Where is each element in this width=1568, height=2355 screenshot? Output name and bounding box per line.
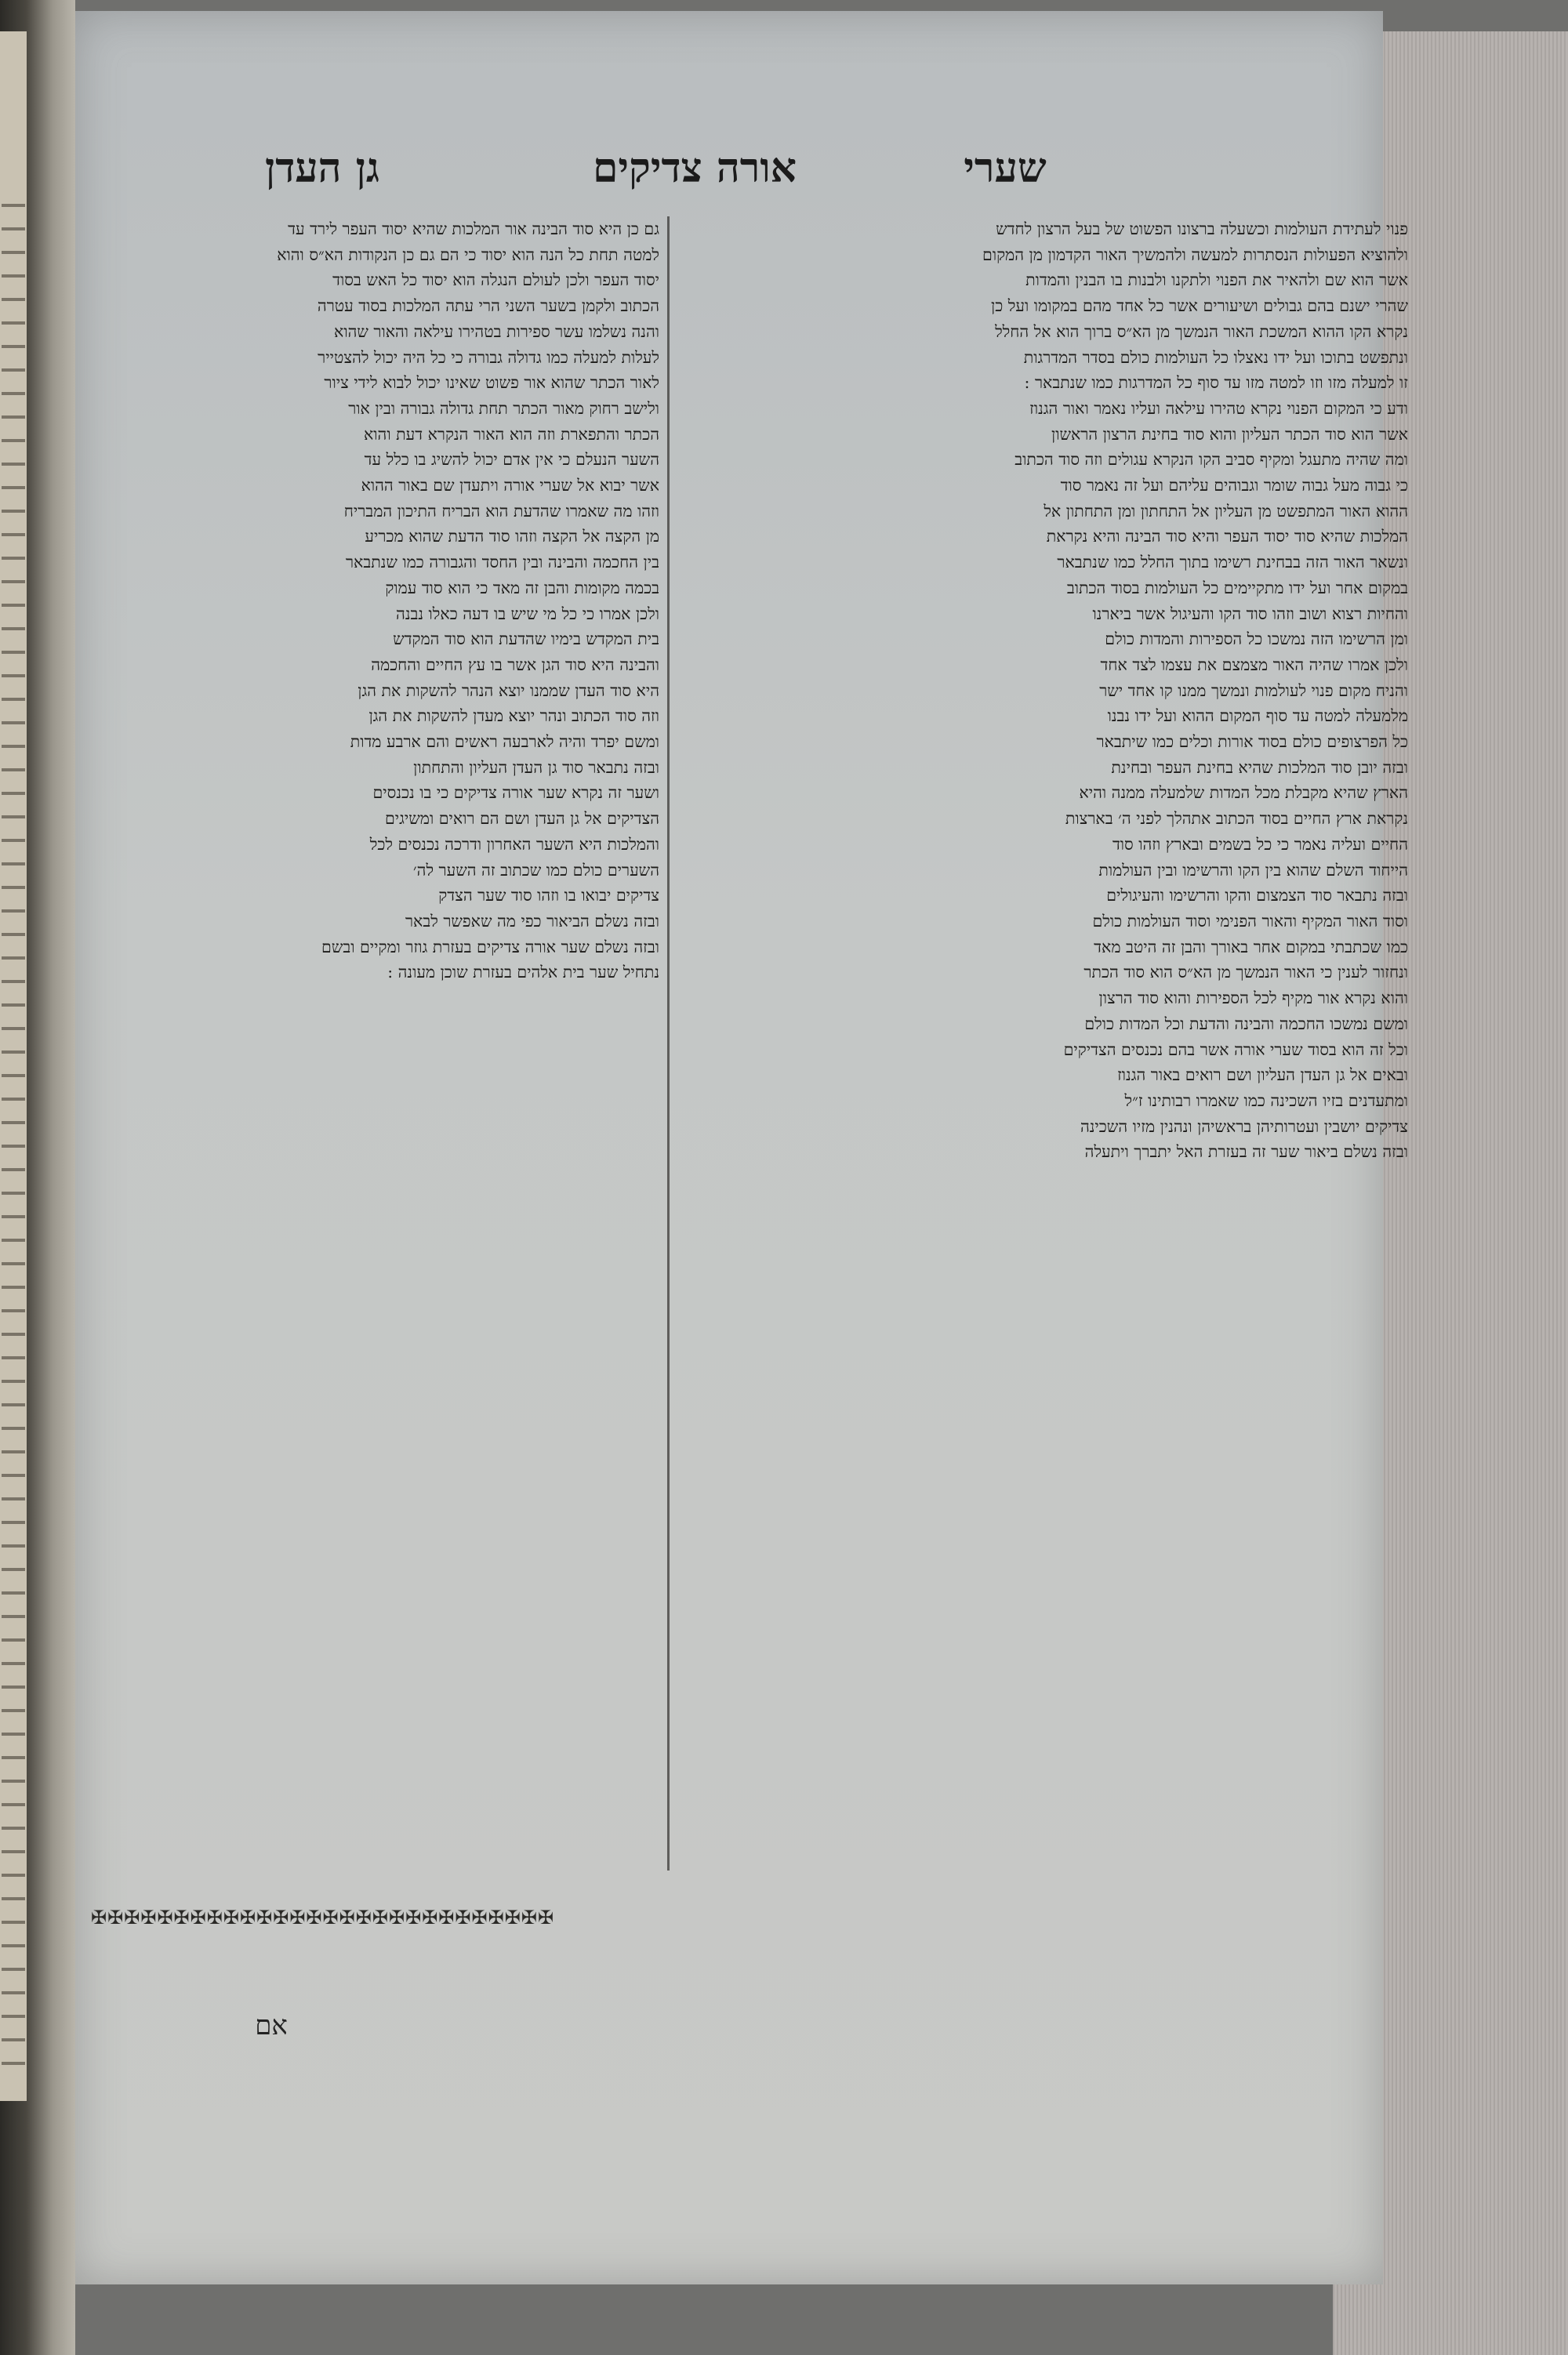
text-line: ומן הרשימו הזה נמשכו כל הספירות והמדות כולם <box>1105 630 1408 649</box>
text-line: צדיקים יושבין ועטרותיהן בראשיהן ונהנין מזיו השכינה <box>1080 1116 1408 1136</box>
text-line: ולישב רחוק מאור הכתר תחת גדולה גבורה ובין אור <box>348 398 659 418</box>
text-line: ובזה יובן סוד המלכות שהיא בחינת העפר ובחינת <box>1111 757 1408 777</box>
text-line: ולכן אמרו כי כל מי שיש בו דעה כאלו נבנה <box>396 604 659 623</box>
book-page <box>75 11 1408 2284</box>
text-line: והחיות רצוא ושוב וזהו סוד הקו והעיגול אשר ביארנו <box>1092 604 1408 623</box>
text-line: ומה שהיה מתעגל ומקיף סביב הקו הנקרא עגולים וזה סוד הכתוב <box>1014 450 1408 470</box>
text-line: הייחוד השלם שהוא בין הקו והרשימו ובין העולמות <box>1098 860 1408 880</box>
running-header-center: אורה צדיקים <box>592 144 797 192</box>
text-line: נקרא הקו ההוא המשכת האור הנמשך מן הא״ס ברוך הוא אל החלל <box>995 321 1408 341</box>
text-line: ובזה נתבאר סוד הצמצום והקו והרשימו והעיגולים <box>1106 886 1408 905</box>
text-line: גם כן היא סוד הבינה אור המלכות שהיא יסוד העפר לירד עד <box>288 220 659 238</box>
text-line: ושער זה נקרא שער אורה צדיקים כי בו נכנסים <box>372 783 659 803</box>
text-line: הכתר והתפארת וזה הוא האור הנקרא דעת והוא <box>364 424 659 444</box>
text-line: וכל זה הוא בסוד שערי אורה אשר בהם נכנסים הצדיקים <box>1063 1040 1408 1059</box>
text-line: והמלכות היא השער האחרון ודרכה נכנסים לכל <box>369 834 659 854</box>
text-line: שהרי ישנם בהם גבולים ושיעורים אשר כל אחד מהם במקומו ועל כן <box>991 296 1408 316</box>
text-line: אשר יבוא אל שערי אורה ויתעדן שם באור ההוא <box>361 476 659 495</box>
text-column-left <box>83 216 659 1745</box>
text-line: ומשם יפרד והיה לארבעה ראשים והם ארבע מדות <box>350 732 659 752</box>
text-line: צדיקים יבואו בו וזהו סוד שער הצדק <box>438 886 659 905</box>
running-header-left: גן העדן <box>264 144 380 192</box>
text-line: מלמעלה למטה עד סוף המקום ההוא ועל ידו נבנו <box>1107 706 1408 726</box>
text-line: הכתוב ולקמן בשער השני הרי עתה המלכות בסוד עטרה <box>317 296 659 316</box>
text-line: מן הקצה אל הקצה וזהו סוד הדעת שהוא מכריע <box>365 527 659 546</box>
text-line: כמו שכתבתי במקום אחר באורך והבן זה היטב מאד <box>1094 937 1408 956</box>
text-line: וסוד האור המקיף והאור הפנימי וסוד העולמות כולם <box>1092 911 1408 931</box>
text-line: ובזה נשלם ביאור שער זה בעזרת האל יתברך ויתעלה <box>1084 1142 1408 1162</box>
text-line: הארץ שהיא מקבלת מכל המדות שלמעלה ממנה והיא <box>1079 783 1408 803</box>
text-line: יסוד העפר ולכן לעולם הנגלה הוא יסוד כל האש בסוד <box>332 270 659 290</box>
text-line: במקום אחר ועל ידו מתקיימים כל העולמות בסוד הכתוב <box>1066 578 1408 597</box>
running-header-right: שערי <box>964 144 1047 192</box>
catchword: אם <box>255 2010 288 2041</box>
text-line: בית המקדש בימיו שהדעת הוא סוד המקדש <box>393 630 659 649</box>
text-line: זו למעלה מזו וזו למטה מזו עד סוף כל המדרגות כמו שנתבאר : <box>1024 373 1408 393</box>
text-line: אשר הוא שם ולהאיר את הפנוי ולתקנו ולבנות בו הבנין והמדות <box>1025 270 1408 290</box>
text-line: ונשאר האור הזה בבחינת רשימו בתוך החלל כמו שנתבאר <box>1057 553 1408 572</box>
text-line: ובזה נשלם שער אורה צדיקים בעזרת גוזר ומקיים ובשם <box>321 937 659 956</box>
text-line: לעלות למעלה כמו גדולה גבורה כי כל היה יכול להצטייר <box>318 347 659 367</box>
text-line: נקראת ארץ החיים בסוד הכתוב אתהלך לפני ה׳ בארצות <box>1065 809 1408 829</box>
text-line: ולכן אמרו שהיה האור מצמצם את עצמו לצד אחד <box>1100 655 1408 674</box>
text-line: ומשם נמשכו החכמה והבינה והדעת וכל המדות כולם <box>1084 1014 1408 1033</box>
text-line: והנה נשלמו עשר ספירות בטהירו עילאה והאור שהוא <box>334 321 659 341</box>
text-line: והבינה היא סוד הגן אשר בו עץ החיים והחכמה <box>371 655 659 674</box>
neighbor-page-edge <box>0 31 27 2101</box>
text-line: ובזה נתבאר סוד גן העדן העליון והתחתון <box>413 757 659 777</box>
text-line: השערים כולם כמו שכתוב זה השער לה׳ <box>412 860 659 880</box>
column-divider <box>667 216 670 1871</box>
text-line: אשר הוא סוד הכתר העליון והוא סוד בחינת הרצון הראשון <box>1051 424 1408 444</box>
text-line: וזהו מה שאמרו שהדעת הוא הבריח התיכון המבריח <box>343 501 659 521</box>
ornamental-border: ✠✠✠✠✠✠✠✠✠✠✠✠✠✠✠✠✠✠✠✠✠✠✠✠✠✠✠✠ <box>91 1907 555 1929</box>
text-line: למטה תחת כל הנה הוא יסוד כי הם גם כן הנקודות הא״ס והוא <box>277 245 659 264</box>
text-line: לאור הכתר שהוא אור פשוט שאינו יכול לבוא לידי ציור <box>324 373 659 393</box>
text-line: ומתעדנים בזיו השכינה כמו שאמרו רבותינו ז״ל <box>1124 1090 1408 1110</box>
text-line: בכמה מקומות והבן זה מאד כי הוא סוד עמוק <box>385 578 659 597</box>
text-line: השער הנעלם כי אין אדם יכול להשיג בו כלל עד <box>364 450 659 470</box>
text-line: ובאים אל גן העדן העליון ושם רואים באור הגנוז <box>1117 1065 1408 1085</box>
text-line: והוא נקרא אור מקיף לכל הספירות והוא סוד הרצון <box>1098 989 1408 1008</box>
text-line: ודע כי המקום הפנוי נקרא טהירו עילאה ועליו נאמר ואור הגנוז <box>1029 398 1408 418</box>
text-line: היא סוד העדן שממנו יוצא הנהר להשקות את הגן <box>358 680 659 700</box>
neighbor-page-text-fragment <box>2 204 25 2085</box>
text-line: הצדיקים אל גן העדן ושם הם רואים ומשיגים <box>384 809 659 829</box>
text-line: ולהוציא הפעולות הנסתרות למעשה ולהמשיך האור הקדמון מן המקום <box>982 245 1408 264</box>
text-line: ההוא האור המתפשט מן העליון אל התחתון ומן התחתון אל <box>1044 501 1408 521</box>
text-line: ובזה נשלם הביאור כפי מה שאפשר לבאר <box>405 911 659 931</box>
text-line: פנוי לעתידת העולמות וכשעלה ברצונו הפשוט של בעל הרצון לחדש <box>996 220 1408 238</box>
text-line: כי גבוה מעל גבוה שומר וגבוהים עליהם ועל זה נאמר סוד <box>1060 476 1408 495</box>
text-line: החיים ועליה נאמר כי כל בשמים ובארץ וזהו סוד <box>1112 834 1408 854</box>
text-line: וזה סוד הכתוב ונהר יוצא מעדן להשקות את הגן <box>368 706 659 726</box>
text-line: בין החכמה והבינה ובין החסד והגבורה כמו שנתבאר <box>345 553 659 572</box>
text-line: נתחיל שער בית אלהים בעזרת שוכן מעונה : <box>387 963 659 982</box>
text-line: והניח מקום פנוי לעולמות ונמשך ממנו קו אחד ישר <box>1099 680 1408 700</box>
text-column-right <box>687 216 1408 1957</box>
text-line: ונתפשט בתוכו ועל ידו נאצלו כל העולמות כולם בסדר המדרגות <box>1023 347 1408 367</box>
text-line: המלכות שהיא סוד יסוד העפר והיא סוד הבינה והיא נקראת <box>1046 527 1408 546</box>
text-line: ונחזור לענין כי האור הנמשך מן הא״ס הוא סוד הכתר <box>1083 963 1408 982</box>
text-line: כל הפרצופים כולם בסוד אורות וכלים כמו שיתבאר <box>1096 732 1408 752</box>
